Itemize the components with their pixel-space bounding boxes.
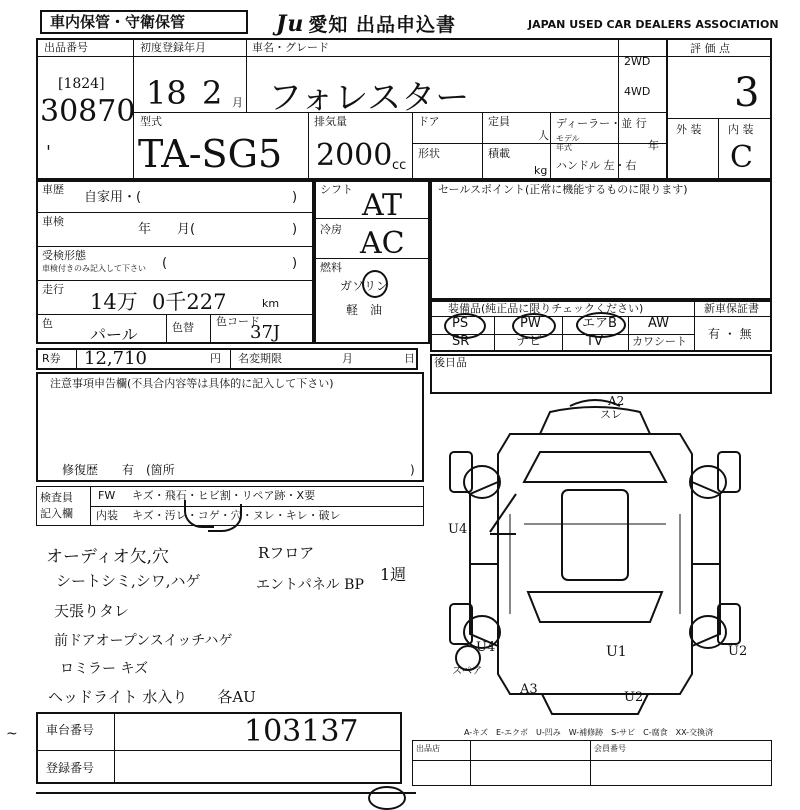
interior-label: 内 装	[728, 123, 754, 136]
equipment-tv: TV	[586, 334, 603, 349]
chassis-label: 車台番号	[46, 723, 95, 737]
form-title	[276, 10, 456, 37]
displacement-label: 排気量	[314, 115, 347, 128]
recycle-fee-value: 12,710	[84, 348, 147, 369]
airbag-circle	[576, 312, 626, 338]
model-label: 型式	[140, 115, 162, 128]
shape-label: 形状	[418, 147, 440, 160]
car-name-label: 車名・グレード	[252, 41, 329, 54]
equipment-label: 装備品(純正品に限りチェックください)	[448, 302, 644, 315]
chassis-number-value: 103137	[244, 714, 359, 749]
acceptance-paren: )	[292, 256, 298, 271]
lot-prefix: [1824]	[58, 76, 105, 92]
equipment-pw: PW	[520, 316, 541, 331]
equipment-aw: AW	[648, 316, 670, 331]
lot-number-label: 出品番号	[44, 41, 88, 54]
equipment-sr: SR	[452, 334, 470, 349]
diagram-u4-front: U4	[476, 640, 496, 655]
storage-note: 車内保管・守衛保管	[40, 10, 248, 34]
sales-point-frame	[430, 180, 772, 300]
recycle-label: R券	[42, 352, 61, 365]
history-paren: )	[292, 190, 298, 205]
remark-5: ロミラー キズ	[60, 661, 149, 677]
diagram-a2: A2	[608, 394, 625, 408]
fw-items: キズ・飛石・ヒビ割・リペア跡・X要	[132, 489, 316, 502]
warranty-value: 有 ・ 無	[708, 327, 752, 341]
ps-circle	[444, 313, 486, 339]
repair-paren: )	[410, 463, 415, 477]
equipment-ps: PS	[452, 316, 469, 331]
fuel-circle	[362, 270, 388, 298]
remark-3: 天張りタレ	[54, 602, 130, 620]
mileage-label: 走行	[42, 283, 64, 296]
rating-label: 評 価 点	[690, 42, 730, 55]
first-reg-label: 初度登録年月	[140, 41, 206, 54]
load-label: 積載	[488, 147, 510, 160]
displacement-value: 2000	[316, 138, 393, 173]
interior-items: キズ・汚レ・コゲ・穴・ヌレ・キレ・破レ	[132, 509, 341, 522]
fuel-label: 燃料	[320, 261, 342, 274]
acceptance-note: 車検付きのみ記入して下さい	[42, 264, 146, 273]
yen-unit: 円	[210, 352, 221, 365]
fw-label: FW	[98, 489, 116, 502]
color-label: 色	[42, 317, 53, 330]
aircon-value: AC	[360, 226, 405, 261]
color-code-label: 色コード	[216, 315, 260, 328]
model-year-label-2: 年式	[556, 143, 572, 152]
inspection-paren: )	[292, 222, 298, 237]
rear-label: 後日品	[434, 356, 467, 369]
exterior-label: 外 装	[676, 123, 702, 136]
diagram-a3: A3	[520, 682, 538, 697]
remark-right-1: Rフロア	[258, 544, 315, 562]
diagram-u2-side: U2	[728, 644, 748, 659]
aircon-label: 冷房	[320, 223, 342, 236]
equipment-navi: ナビ	[516, 334, 543, 349]
lot-mark: '	[46, 142, 51, 163]
history-label: 車歴	[42, 183, 64, 196]
model-year-label: モデル	[556, 134, 580, 143]
remark-4: 前ドアオープンスイッチハゲ	[54, 633, 233, 649]
margin-mark: ~	[6, 726, 18, 742]
entry-label: 記入欄	[40, 507, 73, 520]
inspector-label: 検査員	[40, 491, 73, 504]
diagram-scratch: スレ	[600, 408, 622, 421]
door-label: ドア	[418, 115, 440, 128]
inspection-value: 年 月(	[138, 222, 196, 237]
rating-value: 3	[734, 70, 760, 116]
km-unit: km	[262, 297, 280, 310]
stain-circle	[208, 504, 242, 532]
equipment-kawa: カワシート	[632, 335, 687, 348]
association-name: JAPAN USED CAR DEALERS ASSOCIATION	[528, 18, 779, 31]
diagram-u4-side: U4	[448, 522, 468, 537]
color-value: パール	[90, 325, 138, 344]
fuel-diesel: 軽 油	[346, 303, 383, 317]
acceptance-paren-open: (	[162, 256, 168, 271]
dealer-label: ディーラー・並 行	[556, 117, 647, 130]
mileage-man: 14万	[90, 290, 138, 314]
remark-6: ヘッドライト 水入り 各AU	[48, 688, 256, 706]
footer-frame	[412, 740, 772, 786]
4wd-label: 4WD	[624, 85, 651, 98]
reg-month-unit: 月	[232, 96, 243, 109]
diagram-u1: U1	[606, 644, 627, 660]
interior-row-label: 内装	[96, 509, 118, 522]
footer-member-label: 会員番号	[594, 744, 626, 753]
remark-right-3: 1週	[380, 565, 407, 584]
mileage-rest: 0千227	[152, 290, 227, 314]
bottom-circle	[368, 786, 406, 810]
color-code-value: 37J	[250, 322, 281, 343]
load-unit: kg	[534, 164, 548, 177]
middle-left-frame	[36, 180, 314, 344]
year-unit: 年	[648, 139, 659, 152]
capacity-unit: 人	[538, 129, 549, 142]
remark-1: オーディオ欠,穴	[46, 547, 170, 567]
color-change-label: 色替	[172, 321, 194, 334]
repair-label: 修復歴 有 (箇所	[62, 463, 175, 477]
diagram-u2-front: U2	[624, 690, 644, 705]
inspection-label: 車検	[42, 215, 64, 228]
pw-circle	[512, 313, 556, 339]
remark-right-2: エントパネル BP	[256, 577, 364, 593]
interior-grade-value: C	[730, 140, 753, 175]
name-change-label: 名変期限	[238, 352, 282, 365]
rear-frame	[430, 354, 772, 394]
cc-unit: cc	[392, 158, 407, 173]
shift-label: シフト	[320, 183, 353, 196]
reg-year: 18	[146, 74, 187, 112]
damage-legend: A-キズ E-エクボ U-凹み W-補修跡 S-サビ C-腐食 XX-交換済	[464, 728, 714, 737]
handle-label: ハンドル 左・右	[556, 159, 637, 172]
remark-2: シートシミ,シワ,ハゲ	[56, 572, 201, 590]
notes-label: 注意事項申告欄(不具合内容等は具体的に記入して下さい)	[50, 377, 334, 390]
name-change-day: 日	[404, 352, 415, 365]
lot-number-value: 30870	[40, 94, 136, 129]
footer-shop-label: 出品店	[416, 744, 440, 753]
ju-logo: Ju	[276, 11, 305, 37]
registration-label: 登録番号	[46, 761, 95, 775]
model-value: TA-SG5	[138, 132, 283, 176]
shift-value: AT	[362, 188, 403, 223]
fuel-gasoline: ガソリン	[340, 279, 389, 293]
history-value: 自家用・(	[84, 190, 142, 205]
spare-label: スペア	[452, 666, 482, 677]
equipment-airbag: エアB	[582, 316, 617, 331]
warranty-label: 新車保証書	[704, 302, 759, 315]
capacity-label: 定員	[488, 115, 510, 128]
acceptance-label: 受検形態	[42, 249, 86, 262]
car-name-value: フォレスター	[268, 78, 470, 118]
2wd-label: 2WD	[624, 55, 651, 68]
name-change-month: 月	[342, 352, 353, 365]
sales-point-label: セールスポイント(正常に機能するものに限ります)	[438, 183, 688, 196]
form-title-text: 愛知 出品申込書	[308, 14, 457, 36]
reg-month: 2	[202, 74, 223, 112]
